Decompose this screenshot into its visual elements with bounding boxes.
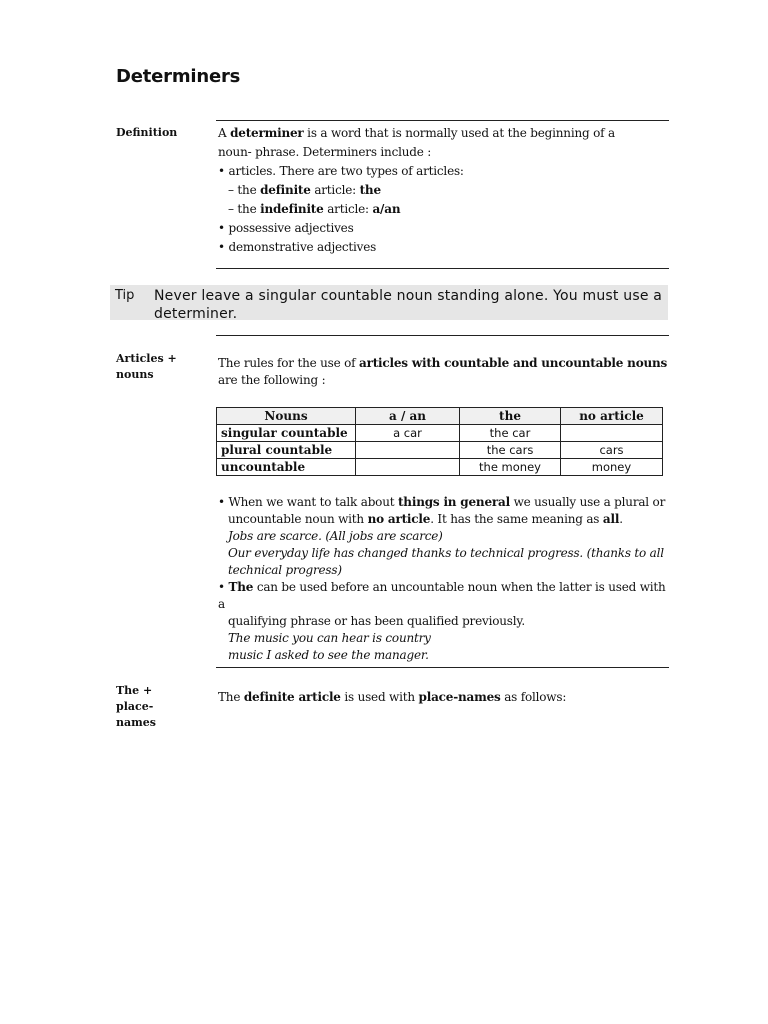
- place-names-line: The definite article is used with place-names as follows:: [218, 690, 567, 704]
- definition-bullet-possessive: • possessive adjectives: [218, 221, 354, 235]
- definition-indefinite-article: – the indefinite article: a/an: [228, 202, 401, 216]
- example-sentence: Our everyday life has changed thanks to technical progress. (thanks to all: [228, 546, 664, 560]
- definition-definite-article: – the definite article: the: [228, 183, 381, 197]
- articles-label-line: Articles +: [116, 352, 177, 365]
- table-cell: money: [561, 459, 663, 476]
- place-label-line: place-: [116, 700, 154, 713]
- articles-table: [216, 407, 663, 476]
- tip-label: Tip: [115, 288, 135, 303]
- table-cell: [561, 425, 663, 442]
- table-row: [217, 442, 663, 459]
- example-sentence: music I asked to see the manager.: [228, 648, 429, 662]
- place-label-line: names: [116, 716, 156, 729]
- definition-line-2: noun- phrase. Determiners include :: [218, 145, 432, 159]
- example-sentence: Jobs are scarce. (All jobs are scarce): [228, 529, 443, 543]
- example-sentence: technical progress): [228, 563, 342, 577]
- table-cell: [356, 442, 460, 459]
- page-title: Determiners: [116, 66, 241, 87]
- table-cell: a car: [356, 425, 460, 442]
- articles-label-line: nouns: [116, 368, 154, 381]
- tip-text: Never leave a singular countable noun standing alone. You must use a determiner.: [154, 288, 663, 322]
- table-cell: [356, 459, 460, 476]
- place-label-line: The +: [116, 684, 153, 697]
- bullet-things-in-general-cont: uncountable noun with no article. It has the same meaning as all.: [228, 512, 623, 526]
- header-the: the: [460, 408, 561, 425]
- articles-intro-line-2: are the following :: [218, 373, 326, 387]
- header-a-an: a / an: [356, 408, 460, 425]
- table-cell: the car: [460, 425, 561, 442]
- definition-bullet-articles: • articles. There are two types of articles:: [218, 164, 464, 178]
- divider: [216, 335, 669, 336]
- definition-line-1: A determiner is a word that is normally used at the beginning of a: [218, 126, 615, 140]
- divider: [216, 120, 669, 121]
- table-row: [217, 459, 663, 476]
- table-cell: the money: [460, 459, 561, 476]
- bullet-the-uncountable-cont: qualifying phrase or has been qualified previously.: [228, 614, 525, 628]
- articles-intro: [218, 355, 670, 389]
- header-nouns: Nouns: [217, 408, 356, 425]
- table-header-row: [217, 408, 663, 425]
- place-names-label: [116, 683, 196, 731]
- table-cell: cars: [561, 442, 663, 459]
- table-cell: plural countable: [217, 442, 356, 459]
- bullet-the-uncountable: • The can be used before an uncountable noun when the latter is used with a: [218, 580, 666, 611]
- articles-intro-line-1: The rules for the use of articles with countable and uncountable nouns: [218, 356, 668, 370]
- table-row: [217, 425, 663, 442]
- place-names-text: [218, 688, 670, 707]
- definition-bullet-demonstrative: • demonstrative adjectives: [218, 240, 377, 254]
- table-cell: the cars: [460, 442, 561, 459]
- articles-label: [116, 351, 196, 383]
- example-sentence: The music you can hear is country: [228, 631, 431, 645]
- definition-label: Definition: [116, 126, 178, 139]
- table-cell: singular countable: [217, 425, 356, 442]
- divider: [216, 268, 669, 269]
- definition-body: [218, 124, 670, 257]
- bullet-things-in-general: • When we want to talk about things in general we usually use a plural or: [218, 495, 666, 509]
- header-no-article: no article: [561, 408, 663, 425]
- divider: [216, 667, 669, 668]
- articles-explanations: [218, 494, 668, 664]
- table-cell: uncountable: [217, 459, 356, 476]
